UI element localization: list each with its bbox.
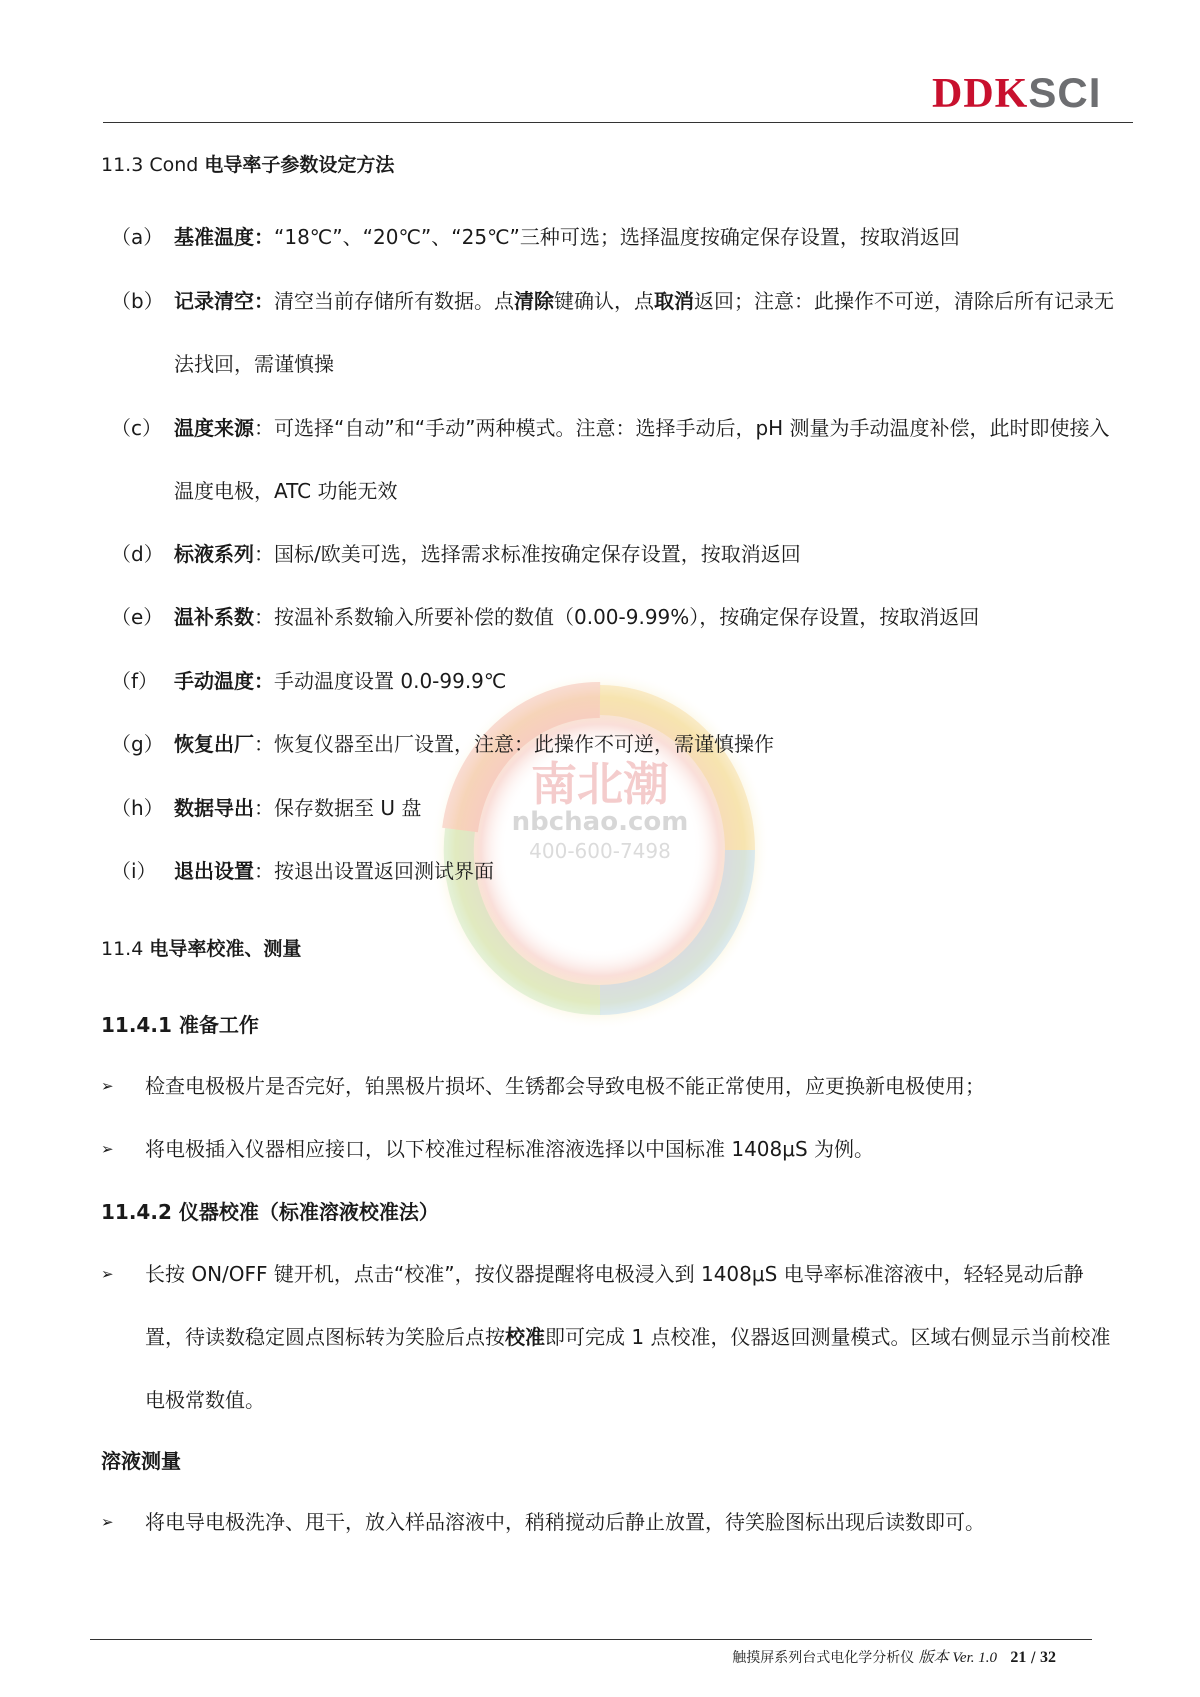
key-e: 温补系数 — [174, 605, 254, 629]
list-label-h: （h） — [111, 796, 164, 820]
section-11-4-number: 11.4 — [101, 938, 150, 960]
bullet-arrow-icon: ➢ — [101, 1140, 114, 1158]
text-i: ：按退出设置返回测试界面 — [254, 859, 494, 883]
text-d: ：国标/欧美可选，选择需求标准按确定保存设置，按取消返回 — [254, 542, 801, 566]
bullet-arrow-icon: ➢ — [101, 1513, 114, 1531]
page-number: 21 — [1010, 1649, 1027, 1666]
section-11-4-title: 电导率校准、测量 — [149, 938, 302, 960]
footer-version: 版本 Ver. 1.0 — [918, 1650, 998, 1666]
footer-doc-title: 触摸屏系列台式电化学分析仪 — [732, 1650, 919, 1666]
company-logo — [932, 69, 1102, 117]
subsection-11-4-1-heading: 11.4.1 准备工作 — [101, 1013, 259, 1037]
key-a: 基准温度： — [174, 225, 274, 249]
key-g: 恢复出厂 — [174, 732, 254, 756]
list-label-b: （b） — [111, 289, 164, 313]
key-d: 标液系列 — [174, 542, 254, 566]
key-i: 退出设置 — [174, 859, 254, 883]
text-f: 手动温度设置 0.0-99.9℃ — [274, 669, 507, 693]
text-h: ：保存数据至 U 盘 — [254, 796, 422, 820]
logo-sci: SCI — [1028, 69, 1102, 116]
watermark-domain: nbchao.com — [511, 807, 689, 837]
bullet-cal-text-1: 长按 ON/OFF 键开机，点击“校准”，按仪器提醒将电极浸入到 1408μS 电导率标准溶液中，轻轻晃动后静置，待读数稳定圆点图标转为笑脸后点按 — [145, 1262, 1084, 1349]
logo-ddk: DDK — [932, 71, 1029, 117]
text-e: ：按温补系数输入所要补偿的数值（0.00-9.99%），按确定保存设置，按取消返回 — [254, 605, 980, 629]
list-label-e: （e） — [111, 605, 164, 629]
header-divider — [103, 122, 1133, 123]
watermark-name: 南北潮 — [531, 757, 669, 811]
text-b-bold-2: 取消 — [654, 289, 694, 313]
list-label-i: （i） — [111, 859, 157, 883]
key-c: 温度来源 — [174, 416, 254, 440]
text-b-3: 返回；注意：此操作不可逆，清除后所有记录无法找回，需谨慎操 — [174, 289, 1114, 376]
text-a: “18℃”、“20℃”、“25℃”三种可选；选择温度按确定保存设置，按取消返回 — [274, 225, 960, 249]
page-separator: / — [1026, 1650, 1040, 1666]
text-g: ：恢复仪器至出厂设置，注意：此操作不可逆，需谨慎操作 — [254, 732, 774, 756]
subsection-11-4-2-heading: 11.4.2 仪器校准（标准溶液校准法） — [101, 1200, 439, 1224]
key-h: 数据导出 — [174, 796, 254, 820]
list-label-a: （a） — [111, 225, 164, 249]
watermark-phone: 400-600-7498 — [529, 839, 671, 863]
list-label-c: （c） — [111, 416, 162, 440]
bullet-cal-bold: 校准 — [505, 1325, 545, 1349]
bullet-cal-text-2: 即可完成 1 点校准，仪器返回测量模式。区域右侧显示当前校准电极常数值。 — [145, 1325, 1111, 1412]
list-label-d: （d） — [111, 542, 164, 566]
bullet-prep-2-text: 将电极插入仪器相应接口，以下校准过程标准溶液选择以中国标准 1408μS 为例。 — [145, 1137, 875, 1161]
subsection-measurement-heading: 溶液测量 — [101, 1449, 181, 1473]
bullet-prep-1-text: 检查电极极片是否完好，铂黑极片损坏、生锈都会导致电极不能正常使用，应更换新电极使用； — [145, 1074, 985, 1098]
section-11-4-heading — [101, 934, 301, 961]
text-b-bold-1: 清除 — [514, 289, 554, 313]
page-total: 32 — [1040, 1649, 1056, 1666]
key-b: 记录清空： — [174, 289, 274, 313]
page-footer — [732, 1646, 1056, 1667]
text-c: ：可选择“自动”和“手动”两种模式。注意：选择手动后，pH 测量为手动温度补偿，此时即使接入温度电极，ATC 功能无效 — [174, 416, 1110, 503]
bullet-arrow-icon: ➢ — [101, 1077, 114, 1095]
list-label-g: （g） — [111, 732, 164, 756]
text-b-2: 键确认，点 — [554, 289, 654, 313]
list-label-f: （f） — [111, 669, 159, 693]
key-f: 手动温度： — [174, 669, 274, 693]
text-b-1: 清空当前存储所有数据。点 — [274, 289, 514, 313]
bullet-arrow-icon: ➢ — [101, 1265, 114, 1283]
section-11-3-heading — [101, 150, 394, 177]
section-11-3-number: 11.3 Cond — [101, 154, 205, 176]
bullet-measurement-text: 将电导电极洗净、甩干，放入样品溶液中，稍稍搅动后静止放置，待笑脸图标出现后读数即可。 — [145, 1510, 985, 1534]
section-11-3-title: 电导率子参数设定方法 — [204, 154, 395, 176]
footer-divider — [90, 1639, 1092, 1640]
